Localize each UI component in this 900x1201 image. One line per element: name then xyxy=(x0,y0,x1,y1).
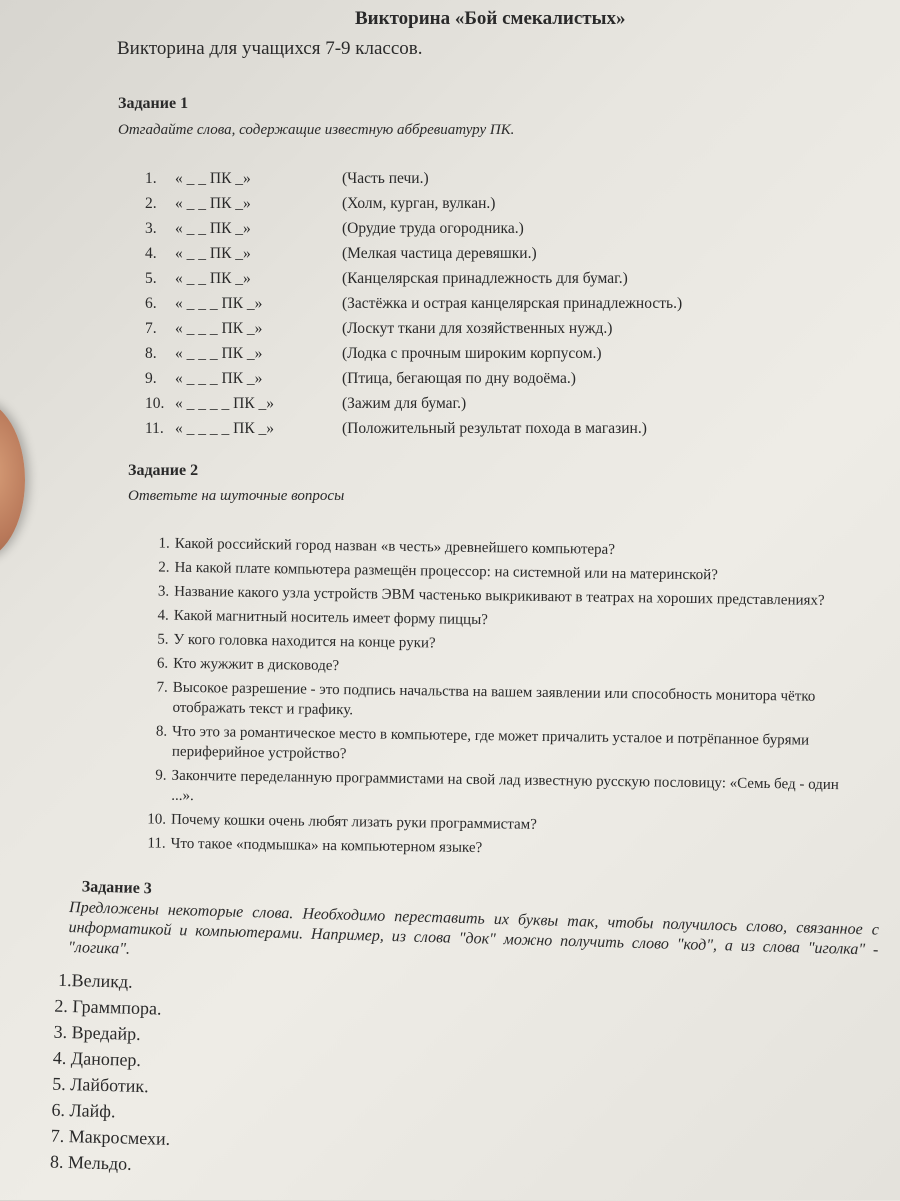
list-item xyxy=(145,295,705,320)
item-clue: (Орудие труда огородника.) xyxy=(342,220,524,237)
item-number: 6. xyxy=(156,655,169,672)
item-clue: (Канцелярская принадлежность для бумаг.) xyxy=(342,270,628,287)
list-item: 2. Граммпора. xyxy=(54,995,162,1019)
item-pattern: « _ _ _ _ ПК _» xyxy=(175,420,275,437)
item-number: 4. xyxy=(157,607,169,624)
item-clue: (Лодка с прочным широким корпусом.) xyxy=(342,345,602,362)
task2-instruction: Ответьте на шуточные вопросы xyxy=(128,488,345,504)
item-number: 9. xyxy=(145,370,157,387)
list-item: 3. Вредайр. xyxy=(53,1021,141,1045)
item-clue: (Зажим для бумаг.) xyxy=(342,395,467,412)
list-item: 5. Лайботик. xyxy=(51,1073,149,1097)
list-item xyxy=(145,270,705,295)
question-text: Что это за романтическое место в компьютере, где может причалить усталое и потрёпанное бурями периферийное устройство? xyxy=(171,723,810,763)
task2-heading: Задание 2 xyxy=(128,462,199,479)
question-text: Что такое «подмышка» на компьютерном языке? xyxy=(170,835,483,857)
list-item xyxy=(145,245,705,270)
item-number: 6. xyxy=(145,295,157,312)
finger-shadow xyxy=(0,400,25,560)
task3-section xyxy=(49,878,880,1200)
item-clue: (Лоскут ткани для хозяйственных нужд.) xyxy=(342,320,613,337)
item-clue: (Часть печи.) xyxy=(342,170,429,187)
question-text: Почему кошки очень любят лизать руки программистам? xyxy=(170,811,537,833)
item-number: 5. xyxy=(145,270,157,287)
item-pattern: « _ _ ПК _» xyxy=(175,170,251,187)
task3-instruction: Предложены некоторые слова. Необходимо переставить их буквы так, чтобы получилось слово, связанное с информатикой и компьютерами. Например, из слова "док" можно получить слово "код", а из слова "иголка" - "логика". xyxy=(67,898,880,959)
item-number: 7. xyxy=(145,320,157,337)
item-pattern: « _ _ _ ПК _» xyxy=(175,345,263,362)
item-clue: (Застёжка и острая канцелярская принадлежность.) xyxy=(342,295,683,312)
item-number: 1. xyxy=(145,170,157,187)
item-clue: (Птица, бегающая по дну водоёма.) xyxy=(342,370,576,387)
item-pattern: « _ _ _ ПК _» xyxy=(175,320,263,337)
item-clue: (Холм, курган, вулкан.) xyxy=(342,195,496,212)
task1-list xyxy=(145,170,705,445)
item-number: 3. xyxy=(157,583,170,600)
document-title: Викторина «Бой смекалистых» xyxy=(355,8,626,29)
task1-instruction: Отгадайте слова, содержащие известную аббревиатуру ПК. xyxy=(118,122,515,138)
item-pattern: « _ _ _ _ ПК _» xyxy=(175,395,275,412)
list-item: 6. Лайф. xyxy=(51,1099,116,1122)
list-item: 4. Данопер. xyxy=(52,1047,142,1071)
list-item xyxy=(145,320,705,345)
item-number: 1. xyxy=(158,535,170,552)
item-number: 8. xyxy=(145,345,157,362)
list-item xyxy=(145,420,705,445)
item-number: 10. xyxy=(145,395,165,412)
item-clue: (Положительный результат похода в магазин.) xyxy=(342,420,647,437)
question-text: Закончите переделанную программистами на свой лад известную русскую пословицу: «Семь бед - один ...». xyxy=(171,767,839,805)
list-item xyxy=(145,195,705,220)
item-pattern: « _ _ ПК _» xyxy=(175,195,251,212)
item-number: 11. xyxy=(147,835,166,852)
item-clue: (Мелкая частица деревяшки.) xyxy=(342,245,537,262)
list-item: 8. Мельдо. xyxy=(49,1151,132,1174)
list-item: 7. Макросмехи. xyxy=(50,1125,171,1149)
list-item xyxy=(116,765,856,815)
item-pattern: « _ _ _ ПК _» xyxy=(175,370,263,387)
document-subtitle: Викторина для учащихся 7-9 классов. xyxy=(117,38,423,59)
question-text: Высокое разрешение - это подпись начальства на вашем заявлении или способность монитора чётко отображать текст и графику. xyxy=(172,679,816,719)
list-item xyxy=(117,721,857,771)
list-item xyxy=(145,220,705,245)
list-item xyxy=(145,345,705,370)
item-number: 3. xyxy=(145,220,157,237)
question-text: Какой российский город назван «в честь» древнейшего компьютера? xyxy=(174,535,616,558)
item-number: 2. xyxy=(145,195,157,212)
list-item xyxy=(145,370,705,395)
item-number: 8. xyxy=(155,723,168,740)
item-pattern: « _ _ ПК _» xyxy=(175,270,251,287)
task3-heading: Задание 3 xyxy=(81,878,153,898)
item-number: 11. xyxy=(145,420,164,437)
item-number: 5. xyxy=(157,631,169,648)
item-pattern: « _ _ _ ПК _» xyxy=(175,295,263,312)
item-number: 2. xyxy=(158,559,170,576)
item-pattern: « _ _ ПК _» xyxy=(175,245,251,262)
task2-list xyxy=(115,533,859,867)
item-number: 9. xyxy=(155,767,167,784)
task1-heading: Задание 1 xyxy=(118,95,189,112)
list-item xyxy=(145,170,705,195)
list-item: 1.Великд. xyxy=(57,969,133,992)
item-number: 4. xyxy=(145,245,157,262)
question-text: На какой плате компьютера размещён процессор: на системной или на материнской? xyxy=(174,559,718,584)
list-item xyxy=(117,677,857,727)
question-text: Какой магнитный носитель имеет форму пиццы? xyxy=(173,607,488,629)
question-text: Кто жужжит в дисководе? xyxy=(173,655,340,675)
question-text: У кого головка находится на конце руки? xyxy=(173,631,436,652)
item-number: 7. xyxy=(156,679,168,696)
list-item xyxy=(145,395,705,420)
item-number: 10. xyxy=(147,811,167,828)
item-pattern: « _ _ ПК _» xyxy=(175,220,251,237)
question-text: Название какого узла устройств ЭВМ частенько выкрикивают в театрах на хороших представлениях? xyxy=(174,583,825,609)
task3-list xyxy=(50,970,877,1201)
